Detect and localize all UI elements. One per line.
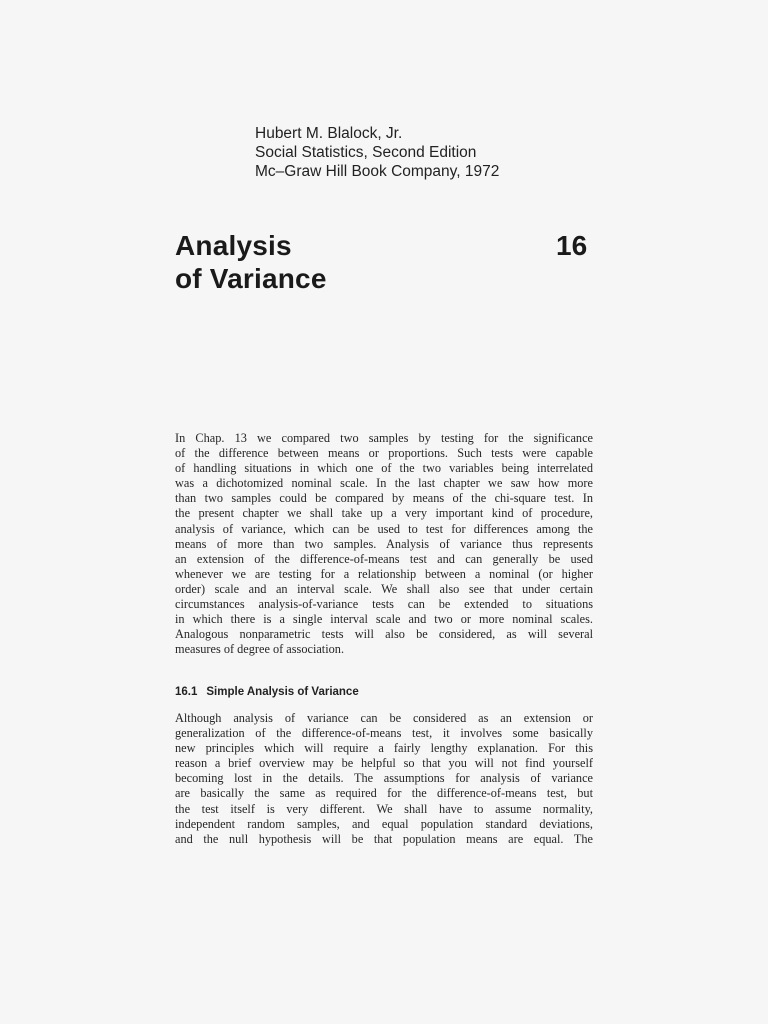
text-line: an extension of the difference-of-means test and can generally be used — [175, 551, 593, 566]
section-heading — [175, 686, 359, 698]
citation-author: Hubert M. Blalock, Jr. — [255, 125, 403, 142]
chapter-title-line-2: of Variance — [175, 263, 327, 294]
intro-paragraph — [175, 431, 593, 657]
citation-title: Social Statistics, Second Edition — [255, 144, 477, 161]
text-line: circumstances analysis-of-variance tests can be extended to situations — [175, 597, 593, 612]
text-line: was a dichotomized nominal scale. In the last chapter we saw how more — [175, 476, 593, 491]
text-line: means of more than two samples. Analysis of variance thus represents — [175, 536, 593, 551]
text-line: of handling situations in which one of the two variables being interrelated — [175, 461, 593, 476]
chapter-title — [175, 229, 327, 295]
text-line: of the difference between means or proportions. Such tests were capable — [175, 446, 593, 461]
chapter-number: 16 — [556, 230, 588, 261]
text-line: Analogous nonparametric tests will also be considered, as will several — [175, 627, 593, 642]
text-line: than two samples could be compared by means of the chi-square test. In — [175, 491, 593, 506]
text-line: analysis of variance, which can be used to test for differences among the — [175, 521, 593, 536]
citation-block — [255, 124, 499, 181]
section-number: 16.1 — [175, 686, 198, 698]
text-line: the present chapter we shall take up a very important kind of procedure, — [175, 506, 593, 521]
section-title: Simple Analysis of Variance — [206, 686, 359, 698]
citation-publisher: Mc–Graw Hill Book Company, 1972 — [255, 163, 500, 180]
text-line: measures of degree of association. — [175, 642, 345, 657]
section-paragraph — [175, 711, 593, 847]
text-line: generalization of the difference-of-means test, it involves some basically — [175, 726, 593, 741]
text-line: the test itself is very different. We shall have to assume normality, — [175, 801, 593, 816]
text-line: are basically the same as required for the difference-of-means test, but — [175, 786, 593, 801]
text-line: order) scale and an interval scale. We shall also see that under certain — [175, 581, 593, 596]
text-line: whenever we are testing for a relationship between a nominal (or higher — [175, 566, 593, 581]
text-line: reason a brief overview may be helpful so that you will not find yourself — [175, 756, 593, 771]
text-line: becoming lost in the details. The assumptions for analysis of variance — [175, 771, 593, 786]
chapter-title-line-1: Analysis — [175, 230, 292, 261]
text-line: Although analysis of variance can be considered as an extension or — [175, 711, 593, 725]
text-line: In Chap. 13 we compared two samples by testing for the significance — [175, 431, 593, 445]
text-line: in which there is a single interval scale and two or more nominal scales. — [175, 612, 593, 627]
text-line: new principles which will require a fairly lengthy explanation. For this — [175, 741, 593, 756]
text-line: and the null hypothesis will be that population means are equal. The — [175, 831, 593, 846]
text-line: independent random samples, and equal population standard deviations, — [175, 816, 593, 831]
